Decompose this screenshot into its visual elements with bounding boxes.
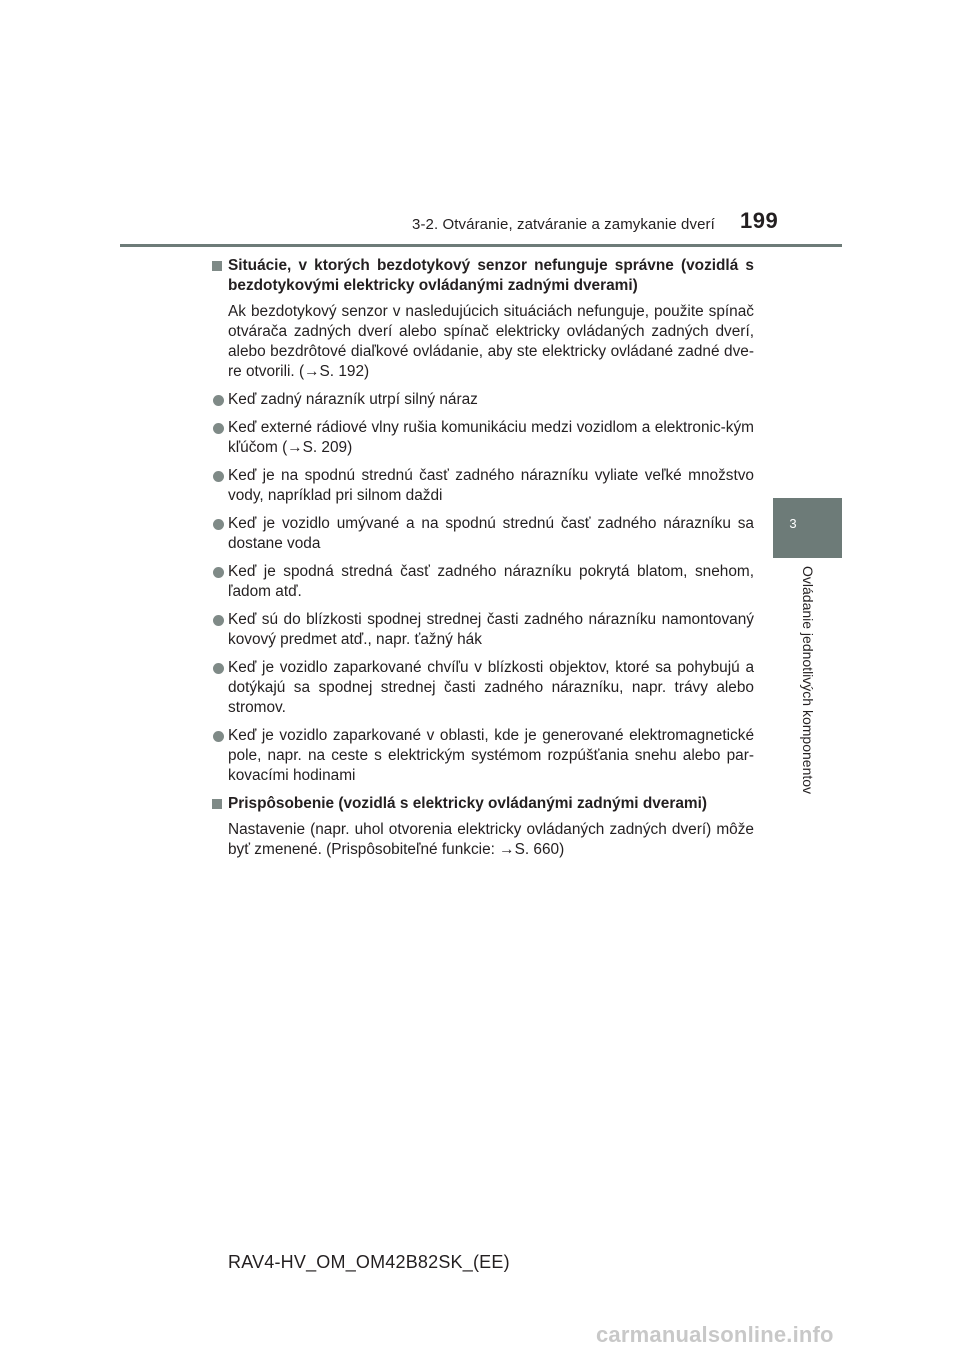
round-bullet-icon [213, 567, 224, 578]
list-item [212, 658, 754, 718]
list-item-text: Keď zadný nárazník utrpí silný náraz [228, 391, 478, 408]
list-item-text: Keď externé rádiové vlny rušia komunikáciu medzi vozidlom a elektronic-kým kľúčom (→S. 209) [228, 419, 754, 456]
page-content [212, 256, 754, 868]
list-item [212, 390, 754, 410]
section-heading-customization [212, 794, 754, 814]
header-divider [120, 244, 842, 247]
round-bullet-icon [213, 471, 224, 482]
page-number: 199 [740, 208, 779, 233]
section-intro-paragraph: Ak bezdotykový senzor v nasledujúcich situáciách nefunguje, použite spínač otvárača zadných dverí alebo spínač elektricky ovládaných zadných dverí, alebo bezdrôtové diaľkové ovládanie, aby ste elektricky ovládané zadné dve-re otvorili. (→S. 192) [228, 303, 754, 380]
list-item-text: Keď je vozidlo umývané a na spodnú strednú časť zadného nárazníku sa dostane voda [228, 515, 754, 552]
list-item-text: Keď sú do blízkosti spodnej strednej časti zadného nárazníku namontovaný kovový predmet atď., napr. ťažný hák [228, 611, 754, 648]
watermark: carmanualsonline.info [596, 1322, 834, 1347]
section-heading-text: Situácie, v ktorých bezdotykový senzor nefunguje správne (vozidlá s bezdotykovými elektricky ovládanými zadnými dverami) [228, 257, 754, 294]
list-item-text: Keď je na spodnú strednú časť zadného nárazníku vyliate veľké množstvo vody, napríklad pri silnom daždi [228, 467, 754, 504]
round-bullet-icon [213, 395, 224, 406]
round-bullet-icon [213, 519, 224, 530]
section-intro-paragraph: Nastavenie (napr. uhol otvorenia elektricky ovládaných zadných dverí) môže byť zmenené. (Prispôsobiteľné funkcie: →S. 660) [228, 821, 754, 858]
list-item [212, 610, 754, 650]
chapter-label: Ovládanie jednotlivých komponentov [800, 566, 816, 795]
list-item [212, 562, 754, 602]
list-item [212, 418, 754, 458]
list-item [212, 726, 754, 786]
list-item [212, 514, 754, 554]
section-heading-sensor [212, 256, 754, 296]
list-item [212, 466, 754, 506]
list-item-text: Keď je spodná stredná časť zadného nárazníku pokrytá blatom, snehom, ľadom atď. [228, 563, 754, 600]
round-bullet-icon [213, 731, 224, 742]
document-code: RAV4-HV_OM_OM42B82SK_(EE) [228, 1252, 510, 1272]
list-item-text: Keď je vozidlo zaparkované v oblasti, kde je generované elektromagnetické pole, napr. na ceste s elektrickým systémom rozpúšťania snehu alebo par-kovacími hodinami [228, 727, 754, 784]
square-bullet-icon [212, 799, 222, 809]
round-bullet-icon [213, 423, 224, 434]
section-heading-text: Prispôsobenie (vozidlá s elektricky ovládanými zadnými dverami) [228, 795, 707, 812]
header-section-title: 3-2. Otváranie, zatváranie a zamykanie dverí [412, 216, 715, 233]
round-bullet-icon [213, 663, 224, 674]
chapter-tab [773, 498, 842, 558]
list-item-text: Keď je vozidlo zaparkované chvíľu v blízkosti objektov, ktoré sa pohybujú a dotýkajú sa spodnej strednej časti zadného nárazníku, napr. trávy alebo stromov. [228, 659, 754, 716]
round-bullet-icon [213, 615, 224, 626]
square-bullet-icon [212, 261, 222, 271]
chapter-number: 3 [789, 516, 797, 531]
